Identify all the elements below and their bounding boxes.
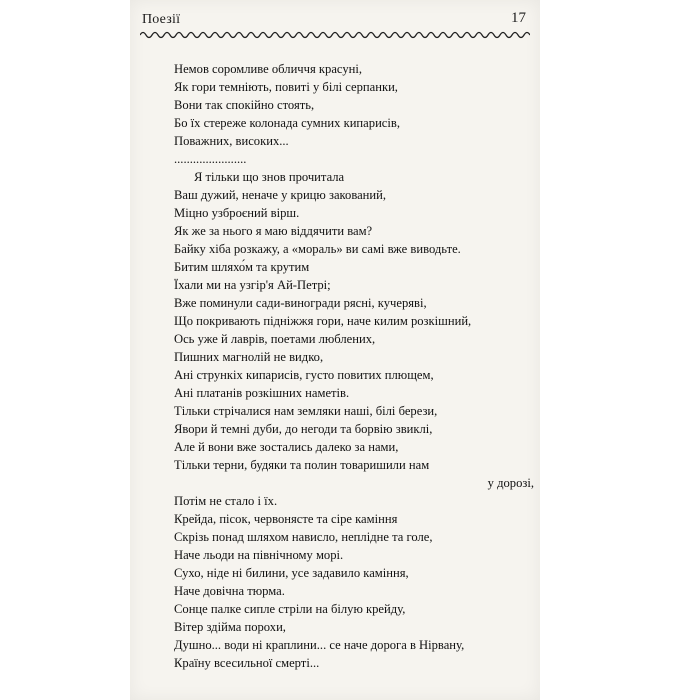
poem-line: Я тільки що знов прочитала <box>194 170 345 184</box>
poem-line: Як гори темніють, повиті у білі серпанки, <box>174 80 398 94</box>
poem-line: Вітер здійма порохи, <box>174 620 286 634</box>
poem-line: Поважних, високих... <box>174 134 289 148</box>
poem-text <box>174 60 534 672</box>
poem-line: Душно... води ні краплини... се наче дорога в Нірвану, <box>174 638 465 652</box>
poem-line-continuation: у дорозі, <box>487 476 534 490</box>
poem-line: Тільки стрічалися нам земляки наші, білі берези, <box>174 404 438 418</box>
running-header <box>142 10 528 32</box>
section-title: Поезії <box>142 12 181 27</box>
poem-line: Їхали ми на узгір'я Ай-Петрі; <box>174 278 331 292</box>
poem-line: Вже поминули сади-виногради рясні, кучеряві, <box>174 296 427 310</box>
poem-line: Потім не стало і їх. <box>174 494 278 508</box>
poem-line: Скрізь понад шляхом нависло, неплідне та голе, <box>174 530 433 544</box>
poem-line: Явори й темні дуби, до негоди та борвію звиклі, <box>174 422 433 436</box>
wavy-rule-divider <box>140 30 530 40</box>
poem-line: Крейда, пісок, червонясте та сіре каміння <box>174 512 398 526</box>
poem-line: Наче довічна тюрма. <box>174 584 285 598</box>
ellipsis-separator: ....................... <box>174 152 247 166</box>
poem-line: Ваш дужий, неначе у крицю закований, <box>174 188 387 202</box>
page-number: 17 <box>511 10 526 26</box>
poem-line: Тільки терни, будяки та полин товаришили нам <box>174 458 430 472</box>
poem-line: Країну всесильної смерті... <box>174 656 320 670</box>
poem-line: Наче льоди на північному морі. <box>174 548 344 562</box>
poem-line: Ось уже й лаврів, поетами люблених, <box>174 332 376 346</box>
poem-line: Битим шляхо́м та крутим <box>174 260 310 274</box>
poem-line: Пишних магнолій не видко, <box>174 350 324 364</box>
poem-line: Ані стрункіх кипарисів, густо повитих плющем, <box>174 368 434 382</box>
poem-line: Байку хіба розкажу, а «мораль» ви самі вже виводьте. <box>174 242 461 256</box>
poem-line: Вони так спокійно стоять, <box>174 98 315 112</box>
poem-line: Але й вони вже зостались далеко за нами, <box>174 440 399 454</box>
poem-line: Міцно узброєний вірш. <box>174 206 300 220</box>
poem-line: Ані платанів розкішних наметів. <box>174 386 350 400</box>
poem-line: Бо їх стереже колонада сумних кипарисів, <box>174 116 400 130</box>
poem-line: Що покривають підніжжя гори, наче килим розкішний, <box>174 314 472 328</box>
poem-line: Немов соромливе обличчя красуні, <box>174 62 363 76</box>
poem-line: Сухо, ніде ні билини, усе задавило каміння, <box>174 566 409 580</box>
poem-line: Сонце палке сипле стріли на білую крейду, <box>174 602 406 616</box>
book-page <box>130 0 540 700</box>
poem-line: Як же за нього я маю віддячити вам? <box>174 224 373 238</box>
